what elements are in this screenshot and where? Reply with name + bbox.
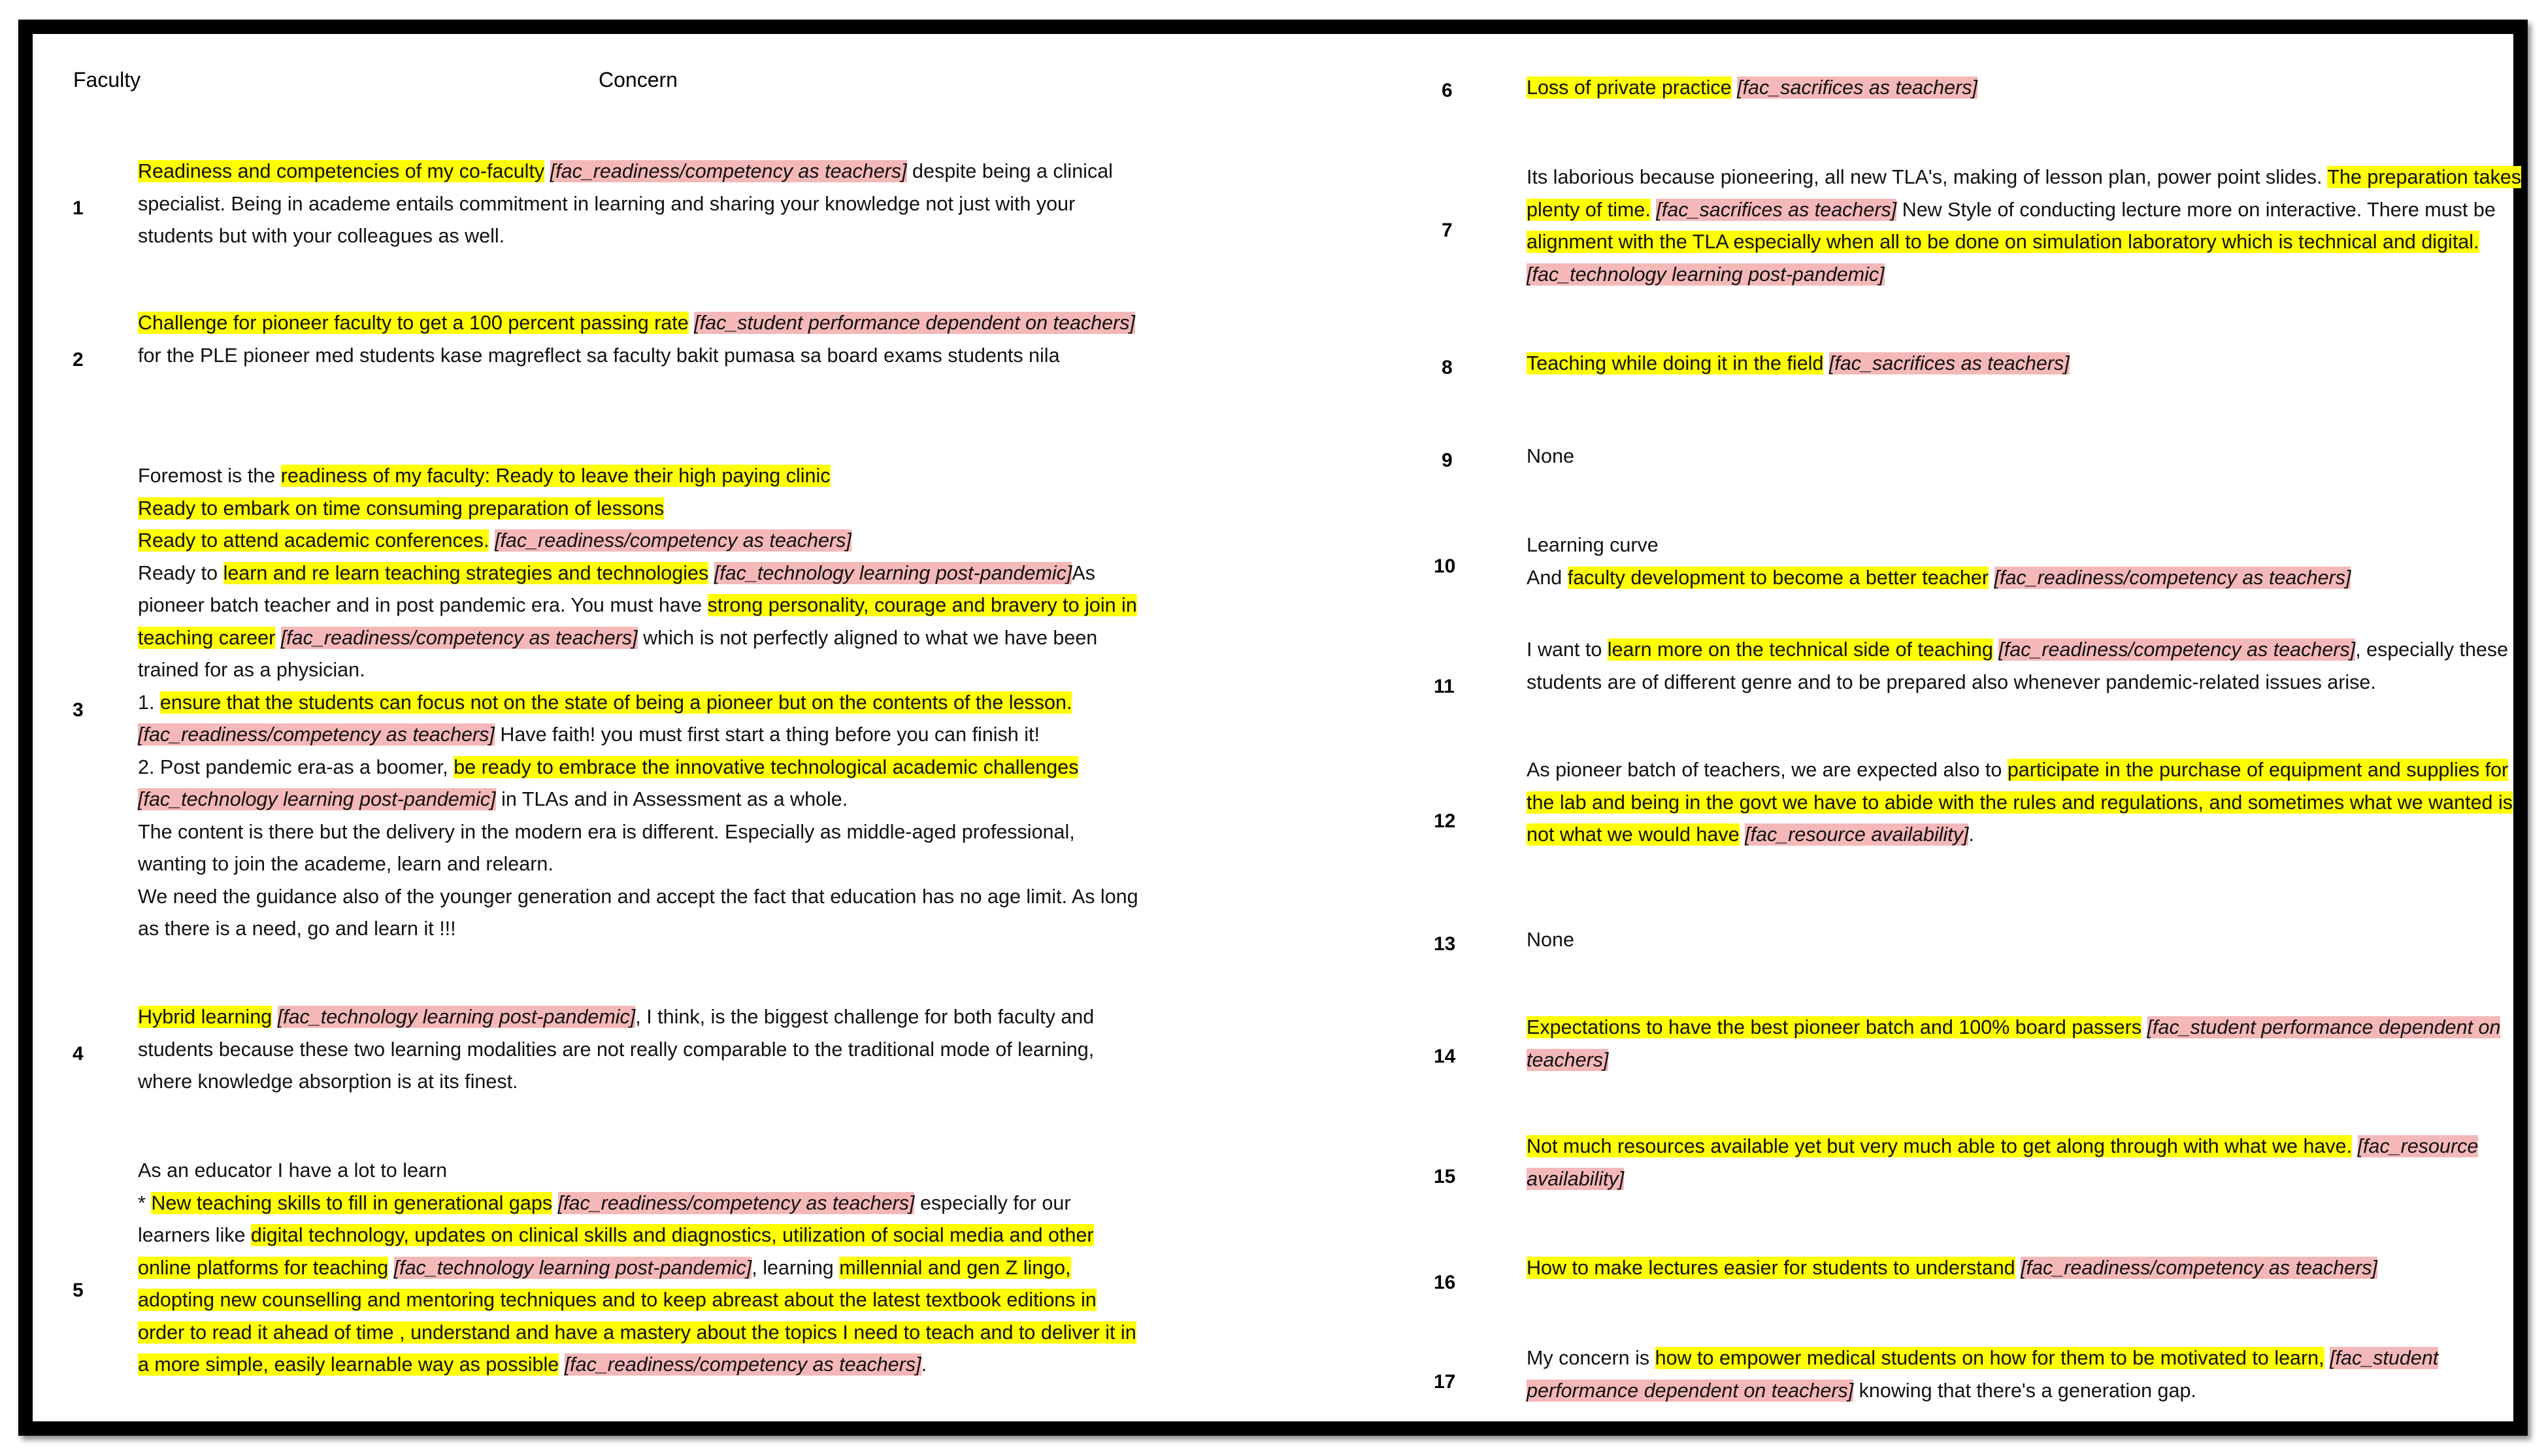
- concern-text: [1527, 634, 2533, 699]
- row-number: 7: [1442, 220, 1453, 241]
- code-tag: [fac_sacrifices as teachers]: [1737, 76, 1977, 99]
- highlighted-text: learn and re learn teaching strategies and technologies: [223, 561, 709, 584]
- row-number: 16: [1434, 1272, 1456, 1293]
- code-tag: [fac_resource availability]: [1745, 823, 1969, 846]
- text-segment: [689, 312, 694, 334]
- code-tag: [fac_technology learning post-pandemic]: [393, 1256, 752, 1279]
- concern-text: [138, 460, 1144, 946]
- code-tag: [fac_sacrifices as teachers]: [1828, 352, 2070, 374]
- row-number: 13: [1434, 933, 1456, 955]
- text-segment: [559, 1353, 564, 1376]
- concern-text: [138, 156, 1144, 253]
- highlighted-text: Loss of private practice: [1527, 76, 1732, 99]
- code-tag: [fac_readiness/competency as teachers]: [557, 1191, 915, 1214]
- concern-text: [138, 307, 1144, 372]
- text-segment: .: [921, 1353, 927, 1376]
- row-number: 9: [1442, 450, 1453, 471]
- concern-text: [138, 1155, 1144, 1382]
- concern-text: [1527, 1252, 2533, 1285]
- text-segment: As an educator I have a lot to learn: [138, 1159, 448, 1182]
- highlighted-text: New teaching skills to fill in generational gaps: [151, 1191, 553, 1214]
- text-segment: [1732, 76, 1737, 99]
- highlighted-text: be ready to embrace the innovative technological academic challenges: [454, 755, 1079, 778]
- code-tag: [fac_student performance dependent on teachers]: [694, 312, 1136, 334]
- code-tag: [fac_readiness/competency as teachers]: [138, 723, 495, 746]
- text-segment: As pioneer batch teacher and in post pandemic era. You must have: [138, 561, 1095, 616]
- code-tag: [fac_student performance dependent on teachers]: [1527, 1347, 2439, 1402]
- text-segment: [552, 1192, 557, 1214]
- text-segment: despite being a clinical specialist. Being in academe entails commitment in learning and sharing your knowledge not just with your students but with your colleagues as well.: [138, 160, 1113, 247]
- highlighted-text: Challenge for pioneer faculty to get a 100 percent passing rate: [138, 312, 689, 334]
- text-segment: None: [1527, 929, 1574, 951]
- highlighted-text: digital technology, updates on clinical skills and diagnostics, utilization of social media and other online platforms for teaching: [138, 1224, 1094, 1279]
- highlighted-text: Not much resources available yet but very much able to get along through with what we have.: [1527, 1135, 2353, 1157]
- row-number: 1: [73, 197, 84, 219]
- text-segment: None: [1527, 445, 1574, 467]
- concern-text: [1527, 1131, 2533, 1195]
- concern-text: [1527, 440, 2533, 473]
- highlighted-text: millennial and gen Z lingo, adopting new counselling and mentoring techniques and to keep abreast about the latest textbook editions in order to read it ahead of time , understand and have a mastery about the topics I need to teach and to deliver it in a more simple, easily learnable way as possible: [138, 1256, 1136, 1376]
- row-number: 15: [1434, 1166, 1456, 1187]
- highlighted-text: faculty development to become a better teacher: [1567, 566, 1989, 589]
- text-segment: [1740, 823, 1745, 846]
- text-segment: Foremost is the: [138, 465, 281, 487]
- text-segment: [1993, 638, 1998, 661]
- code-tag: [fac_technology learning post-pandemic]: [277, 1006, 636, 1028]
- row-number: 10: [1434, 555, 1456, 577]
- concern-text: [1527, 1012, 2533, 1076]
- row-number: 11: [1434, 676, 1455, 697]
- text-segment: .: [1968, 823, 1974, 846]
- row-number: 3: [73, 699, 84, 721]
- text-segment: My concern is: [1527, 1347, 1655, 1369]
- row-number: 8: [1442, 357, 1453, 378]
- text-segment: 1.: [138, 691, 160, 714]
- highlighted-text: Teaching while doing it in the field: [1527, 352, 1824, 374]
- highlighted-text: How to make lectures easier for students to understand: [1527, 1257, 2015, 1279]
- concern-column-header: Concern: [599, 68, 678, 91]
- text-segment: [272, 1006, 277, 1028]
- highlighted-text: readiness of my faculty: Ready to leave their high paying clinic: [280, 465, 831, 487]
- code-tag: [fac_readiness/competency as teachers]: [2021, 1257, 2378, 1279]
- code-tag: [fac_sacrifices as teachers]: [1656, 198, 1897, 221]
- concern-text: [1527, 754, 2533, 852]
- row-number: 14: [1434, 1046, 1456, 1067]
- concern-text: [1527, 529, 2533, 594]
- text-segment: *: [138, 1191, 152, 1214]
- text-segment: especially for our learners like: [138, 1191, 1071, 1246]
- code-tag: [fac_readiness/competency as teachers]: [280, 626, 638, 649]
- row-number: 5: [73, 1280, 84, 1301]
- text-segment: [2015, 1257, 2021, 1279]
- text-segment: I want to: [1527, 638, 1608, 661]
- highlighted-text: Hybrid learning: [138, 1006, 273, 1028]
- concern-text: [1527, 348, 2533, 380]
- code-tag: [fac_readiness/competency as teachers]: [1994, 566, 2351, 589]
- text-segment: [544, 160, 550, 182]
- highlighted-text: ensure that the students can focus not on the state of being a pioneer but on the contents of the lesson.: [159, 691, 1072, 714]
- text-segment: Learning curve: [1527, 534, 1659, 556]
- highlighted-text: how to empower medical students on how for them to be motivated to learn,: [1655, 1347, 2324, 1369]
- highlighted-text: Ready to embark on time consuming preparation of lessons: [138, 497, 665, 520]
- text-segment: [1989, 567, 1994, 589]
- text-segment: [1823, 352, 1828, 374]
- text-segment: Ready to: [138, 561, 223, 584]
- code-tag: [fac_readiness/competency as teachers]: [494, 529, 851, 552]
- text-segment: We need the guidance also of the younger generation and accept the fact that education has no age limit. As long as there is a need, go and learn it !!!: [138, 885, 1138, 940]
- highlighted-text: Expectations to have the best pioneer batch and 100% board passers: [1527, 1016, 2142, 1038]
- text-segment: [388, 1257, 393, 1279]
- highlighted-text: Readiness and competencies of my co-faculty: [138, 160, 545, 182]
- highlighted-text: Ready to attend academic conferences.: [138, 529, 489, 552]
- concern-text: [1527, 161, 2533, 291]
- text-segment: [489, 529, 494, 552]
- text-segment: which is not perfectly aligned to what we have been trained for as a physician.: [138, 626, 1098, 681]
- code-tag: [fac_technology learning post-pandemic]: [138, 788, 496, 810]
- text-segment: The content is there but the delivery in the modern era is different. Especially as middle-aged professional, wanting to join the academe, learn and relearn.: [138, 820, 1075, 875]
- document-frame: [18, 20, 2528, 1436]
- concern-text: [1527, 924, 2533, 957]
- highlighted-text: alignment with the TLA especially when all to be done on simulation laboratory which is technical and digital.: [1527, 231, 2479, 253]
- text-segment: [2324, 1347, 2330, 1369]
- code-tag: [fac_resource availability]: [1527, 1135, 2479, 1190]
- text-segment: , especially these students are of different genre and to be prepared also whenever pandemic-related issues arise.: [1527, 638, 2509, 693]
- code-tag: [fac_technology learning post-pandemic]: [714, 561, 1072, 584]
- text-segment: knowing that there's a generation gap.: [1853, 1379, 2196, 1402]
- row-number: 17: [1434, 1371, 1456, 1393]
- text-segment: Have faith! you must first start a thing before you can finish it!: [494, 723, 1040, 746]
- concern-text: [1527, 1342, 2533, 1407]
- concern-text: [1527, 72, 2533, 105]
- code-tag: [fac_readiness/competency as teachers]: [550, 160, 907, 182]
- text-segment: [708, 562, 714, 584]
- concern-text: [138, 1001, 1144, 1099]
- text-segment: New Style of conducting lecture more on interactive. There must be: [1896, 198, 2496, 221]
- row-number: 6: [1442, 80, 1453, 101]
- row-number: 2: [73, 349, 84, 371]
- text-segment: for the PLE pioneer med students kase magreflect sa faculty bakit pumasa sa board exams students nila: [138, 344, 1060, 367]
- highlighted-text: The preparation takes plenty of time.: [1527, 166, 2522, 221]
- faculty-column-header: Faculty: [73, 68, 141, 91]
- text-segment: Its laborious because pioneering, all new TLA's, making of lesson plan, power point slides.: [1527, 166, 2328, 188]
- highlighted-text: participate in the purchase of equipment and supplies for the lab and being in the govt we have to abide with the rules and regulations, and sometimes what we wanted is not what we would have: [1527, 759, 2513, 846]
- text-segment: [2141, 1016, 2147, 1038]
- code-tag: [fac_student performance dependent on teachers]: [1527, 1016, 2501, 1071]
- text-segment: , I think, is the biggest challenge for both faculty and students because these two learning modalities are not really comparable to the traditional mode of learning, where knowledge absorption is at its finest.: [138, 1006, 1095, 1093]
- row-number: 4: [73, 1043, 84, 1065]
- text-segment: [2352, 1135, 2357, 1157]
- text-segment: [275, 627, 280, 649]
- text-segment: in TLAs and in Assessment as a whole.: [495, 788, 848, 810]
- row-number: 12: [1434, 810, 1456, 832]
- code-tag: [fac_readiness/competency as teachers]: [1998, 638, 2356, 661]
- text-segment: As pioneer batch of teachers, we are expected also to: [1527, 759, 2008, 781]
- text-segment: And: [1527, 566, 1568, 589]
- text-segment: , learning: [752, 1256, 840, 1279]
- code-tag: [fac_readiness/competency as teachers]: [564, 1353, 921, 1376]
- text-segment: 2. Post pandemic era-as a boomer,: [138, 755, 454, 778]
- code-tag: [fac_technology learning post-pandemic]: [1527, 263, 1885, 286]
- highlighted-text: learn more on the technical side of teaching: [1607, 638, 1993, 661]
- highlighted-text: strong personality, courage and bravery to join in teaching career: [138, 594, 1137, 649]
